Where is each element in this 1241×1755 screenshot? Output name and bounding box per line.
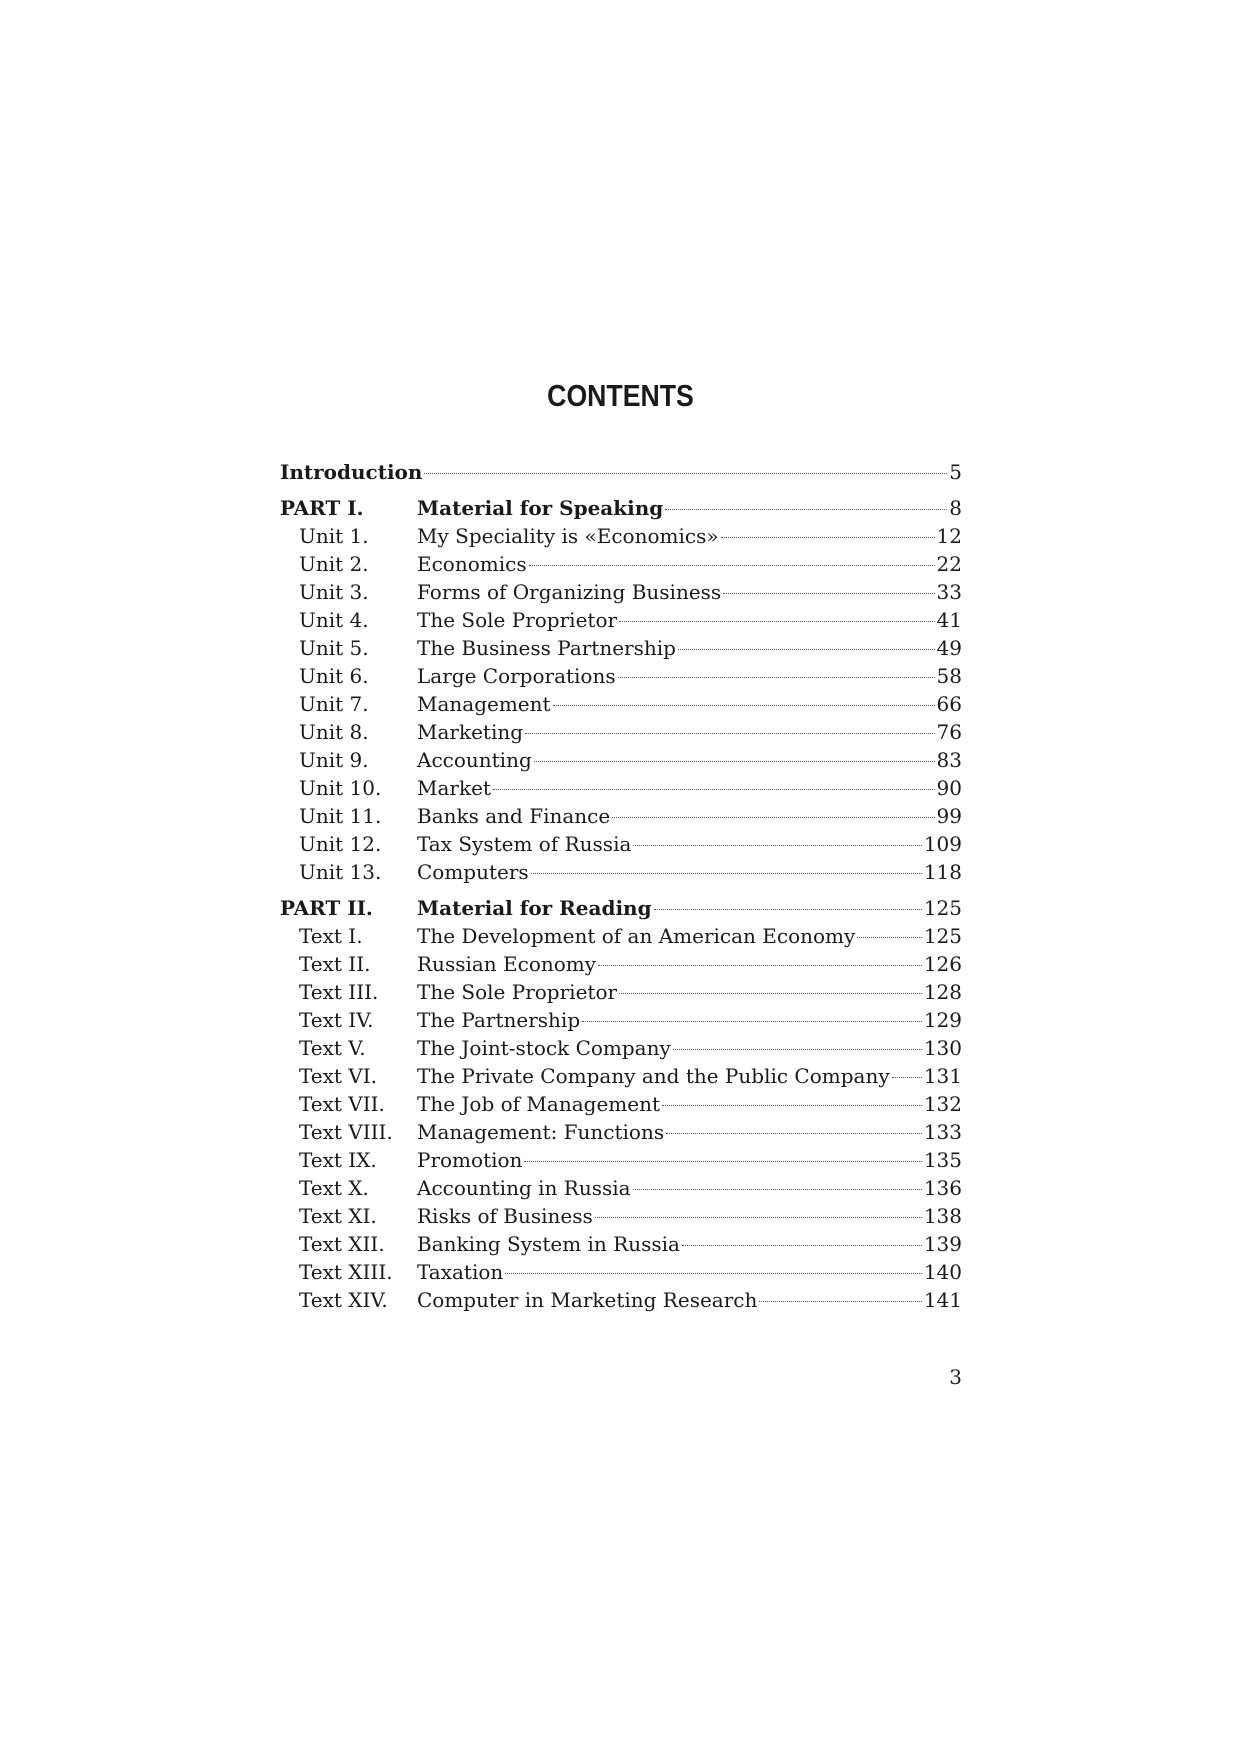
entry-page: 136 <box>923 1176 962 1200</box>
toc-row-entry[interactable] <box>280 606 962 634</box>
dot-leader <box>424 473 947 474</box>
entry-page: 76 <box>936 720 962 744</box>
toc-row-entry[interactable] <box>280 774 962 802</box>
dot-leader <box>857 937 922 938</box>
toc-row-entry[interactable] <box>280 1118 962 1146</box>
toc-parts <box>280 494 962 1314</box>
toc-row-entry[interactable] <box>280 950 962 978</box>
part-label: PART II. <box>280 896 373 920</box>
entry-label: Text X. <box>299 1176 369 1200</box>
toc-row-entry[interactable] <box>280 1258 962 1286</box>
entry-title: Large Corporations <box>417 664 616 688</box>
entry-page: 22 <box>936 552 962 576</box>
toc-row-entry[interactable] <box>280 718 962 746</box>
entry-title: Risks of Business <box>417 1204 593 1228</box>
toc-entry-title: Introduction <box>280 460 423 484</box>
entry-label: Unit 4. <box>299 608 369 632</box>
entry-title: Promotion <box>417 1148 523 1172</box>
entry-label: Text XI. <box>299 1204 377 1228</box>
entry-title: Management: Functions <box>417 1120 665 1144</box>
entry-label: Unit 10. <box>299 776 382 800</box>
entry-page: 99 <box>936 804 962 828</box>
entry-page: 132 <box>923 1092 962 1116</box>
dot-leader <box>619 993 922 994</box>
dot-leader <box>633 1189 922 1190</box>
toc-row-entry[interactable] <box>280 1034 962 1062</box>
dot-leader <box>723 593 934 594</box>
entry-title: The Private Company and the Public Company <box>417 1064 890 1088</box>
table-of-contents <box>280 458 962 1314</box>
dot-leader <box>673 1049 922 1050</box>
entry-label: Text III. <box>299 980 379 1004</box>
entry-title: Tax System of Russia <box>417 832 632 856</box>
toc-row-entry[interactable] <box>280 550 962 578</box>
entry-label: Unit 12. <box>299 832 382 856</box>
dot-leader <box>759 1301 921 1302</box>
entry-label: Text V. <box>299 1036 366 1060</box>
dot-leader <box>665 509 947 510</box>
dot-leader <box>598 965 922 966</box>
toc-row-entry[interactable] <box>280 830 962 858</box>
entry-page: 49 <box>936 636 962 660</box>
entry-page: 138 <box>923 1204 962 1228</box>
entry-title: Management <box>417 692 551 716</box>
dot-leader <box>493 789 935 790</box>
toc-row-entry[interactable] <box>280 1090 962 1118</box>
entry-label: Text XIII. <box>299 1260 393 1284</box>
entry-label: Unit 11. <box>299 804 382 828</box>
entry-page: 33 <box>936 580 962 604</box>
entry-page: 90 <box>936 776 962 800</box>
entry-page: 133 <box>923 1120 962 1144</box>
page-number: 3 <box>949 1365 962 1389</box>
entry-page: 130 <box>923 1036 962 1060</box>
entry-label: Unit 7. <box>299 692 369 716</box>
entry-title: Marketing <box>417 720 524 744</box>
entry-page: 66 <box>936 692 962 716</box>
toc-row-introduction[interactable] <box>280 458 962 486</box>
part-page: 125 <box>923 896 962 920</box>
toc-row-entry[interactable] <box>280 802 962 830</box>
entry-page: 129 <box>923 1008 962 1032</box>
part-title: Material for Speaking <box>417 496 664 520</box>
toc-entry-page: 5 <box>949 460 962 484</box>
toc-row-entry[interactable] <box>280 662 962 690</box>
entry-label: Unit 5. <box>299 636 369 660</box>
toc-row-entry[interactable] <box>280 1006 962 1034</box>
dot-leader <box>553 705 935 706</box>
entry-title: Forms of Organizing Business <box>417 580 722 604</box>
dot-leader <box>612 817 934 818</box>
part-title: Material for Reading <box>417 896 652 920</box>
entry-page: 12 <box>936 524 962 548</box>
entry-page: 118 <box>923 860 962 884</box>
entry-label: Text XIV. <box>299 1288 388 1312</box>
dot-leader <box>529 565 935 566</box>
toc-row-entry[interactable] <box>280 690 962 718</box>
entry-title: Russian Economy <box>417 952 597 976</box>
entry-page: 135 <box>923 1148 962 1172</box>
page-title: CONTENTS <box>547 378 694 413</box>
dot-leader <box>633 845 921 846</box>
entry-title: The Development of an American Economy <box>417 924 856 948</box>
dot-leader <box>892 1077 922 1078</box>
entry-title: Market <box>417 776 491 800</box>
entry-label: Unit 3. <box>299 580 369 604</box>
toc-row-entry[interactable] <box>280 578 962 606</box>
entry-label: Text II. <box>299 952 371 976</box>
dot-leader <box>582 1021 922 1022</box>
entry-page: 83 <box>936 748 962 772</box>
entry-page: 41 <box>936 608 962 632</box>
dot-leader <box>505 1273 922 1274</box>
entry-page: 141 <box>923 1288 962 1312</box>
part-page: 8 <box>949 496 962 520</box>
dot-leader <box>666 1133 922 1134</box>
entry-label: Text IX. <box>299 1148 377 1172</box>
toc-row-entry[interactable] <box>280 746 962 774</box>
entry-page: 139 <box>923 1232 962 1256</box>
entry-label: Unit 6. <box>299 664 369 688</box>
entry-label: Unit 1. <box>299 524 369 548</box>
entry-title: My Speciality is «Economics» <box>417 524 719 548</box>
toc-row-entry[interactable] <box>280 1146 962 1174</box>
toc-row-entry[interactable] <box>280 634 962 662</box>
entry-page: 58 <box>936 664 962 688</box>
entry-title: Taxation <box>417 1260 504 1284</box>
dot-leader <box>534 761 935 762</box>
dot-leader <box>682 1245 922 1246</box>
entry-title: The Sole Proprietor <box>417 980 618 1004</box>
entry-label: Text IV. <box>299 1008 374 1032</box>
toc-row-part[interactable] <box>280 494 962 522</box>
toc-row-entry[interactable] <box>280 1286 962 1314</box>
entry-label: Unit 8. <box>299 720 369 744</box>
dot-leader <box>618 677 935 678</box>
entry-label: Text I. <box>299 924 363 948</box>
dot-leader <box>662 1105 922 1106</box>
part-label: PART I. <box>280 496 364 520</box>
entry-label: Unit 9. <box>299 748 369 772</box>
entry-title: Banks and Finance <box>417 804 611 828</box>
entry-page: 126 <box>923 952 962 976</box>
dot-leader <box>525 733 935 734</box>
entry-page: 140 <box>923 1260 962 1284</box>
entry-title: The Partnership <box>417 1008 581 1032</box>
toc-row-entry[interactable] <box>280 1174 962 1202</box>
entry-page: 109 <box>923 832 962 856</box>
dot-leader <box>595 1217 922 1218</box>
dot-leader <box>654 909 922 910</box>
entry-title: Banking System in Russia <box>417 1232 680 1256</box>
toc-row-part[interactable] <box>280 894 962 922</box>
dot-leader <box>619 621 935 622</box>
toc-row-entry[interactable] <box>280 1202 962 1230</box>
entry-label: Text VII. <box>299 1092 385 1116</box>
toc-row-entry[interactable] <box>280 922 962 950</box>
entry-label: Unit 2. <box>299 552 369 576</box>
entry-page: 125 <box>923 924 962 948</box>
dot-leader <box>524 1161 921 1162</box>
entry-page: 131 <box>923 1064 962 1088</box>
dot-leader <box>531 873 922 874</box>
entry-label: Text VI. <box>299 1064 377 1088</box>
entry-title: Economics <box>417 552 527 576</box>
entry-title: The Sole Proprietor <box>417 608 618 632</box>
entry-title: Accounting in Russia <box>417 1176 631 1200</box>
entry-title: Computers <box>417 860 529 884</box>
dot-leader <box>678 649 935 650</box>
toc-row-entry[interactable] <box>280 858 962 886</box>
entry-page: 128 <box>923 980 962 1004</box>
entry-label: Text VIII. <box>299 1120 393 1144</box>
toc-row-entry[interactable] <box>280 1230 962 1258</box>
entry-label: Unit 13. <box>299 860 382 884</box>
entry-title: Accounting <box>417 748 532 772</box>
dot-leader <box>721 537 935 538</box>
toc-row-entry[interactable] <box>280 1062 962 1090</box>
entry-title: The Job of Management <box>417 1092 660 1116</box>
entry-title: The Joint-stock Company <box>417 1036 671 1060</box>
entry-label: Text XII. <box>299 1232 385 1256</box>
toc-row-entry[interactable] <box>280 978 962 1006</box>
entry-title: Computer in Marketing Research <box>417 1288 758 1312</box>
entry-title: The Business Partnership <box>417 636 676 660</box>
toc-row-entry[interactable] <box>280 522 962 550</box>
